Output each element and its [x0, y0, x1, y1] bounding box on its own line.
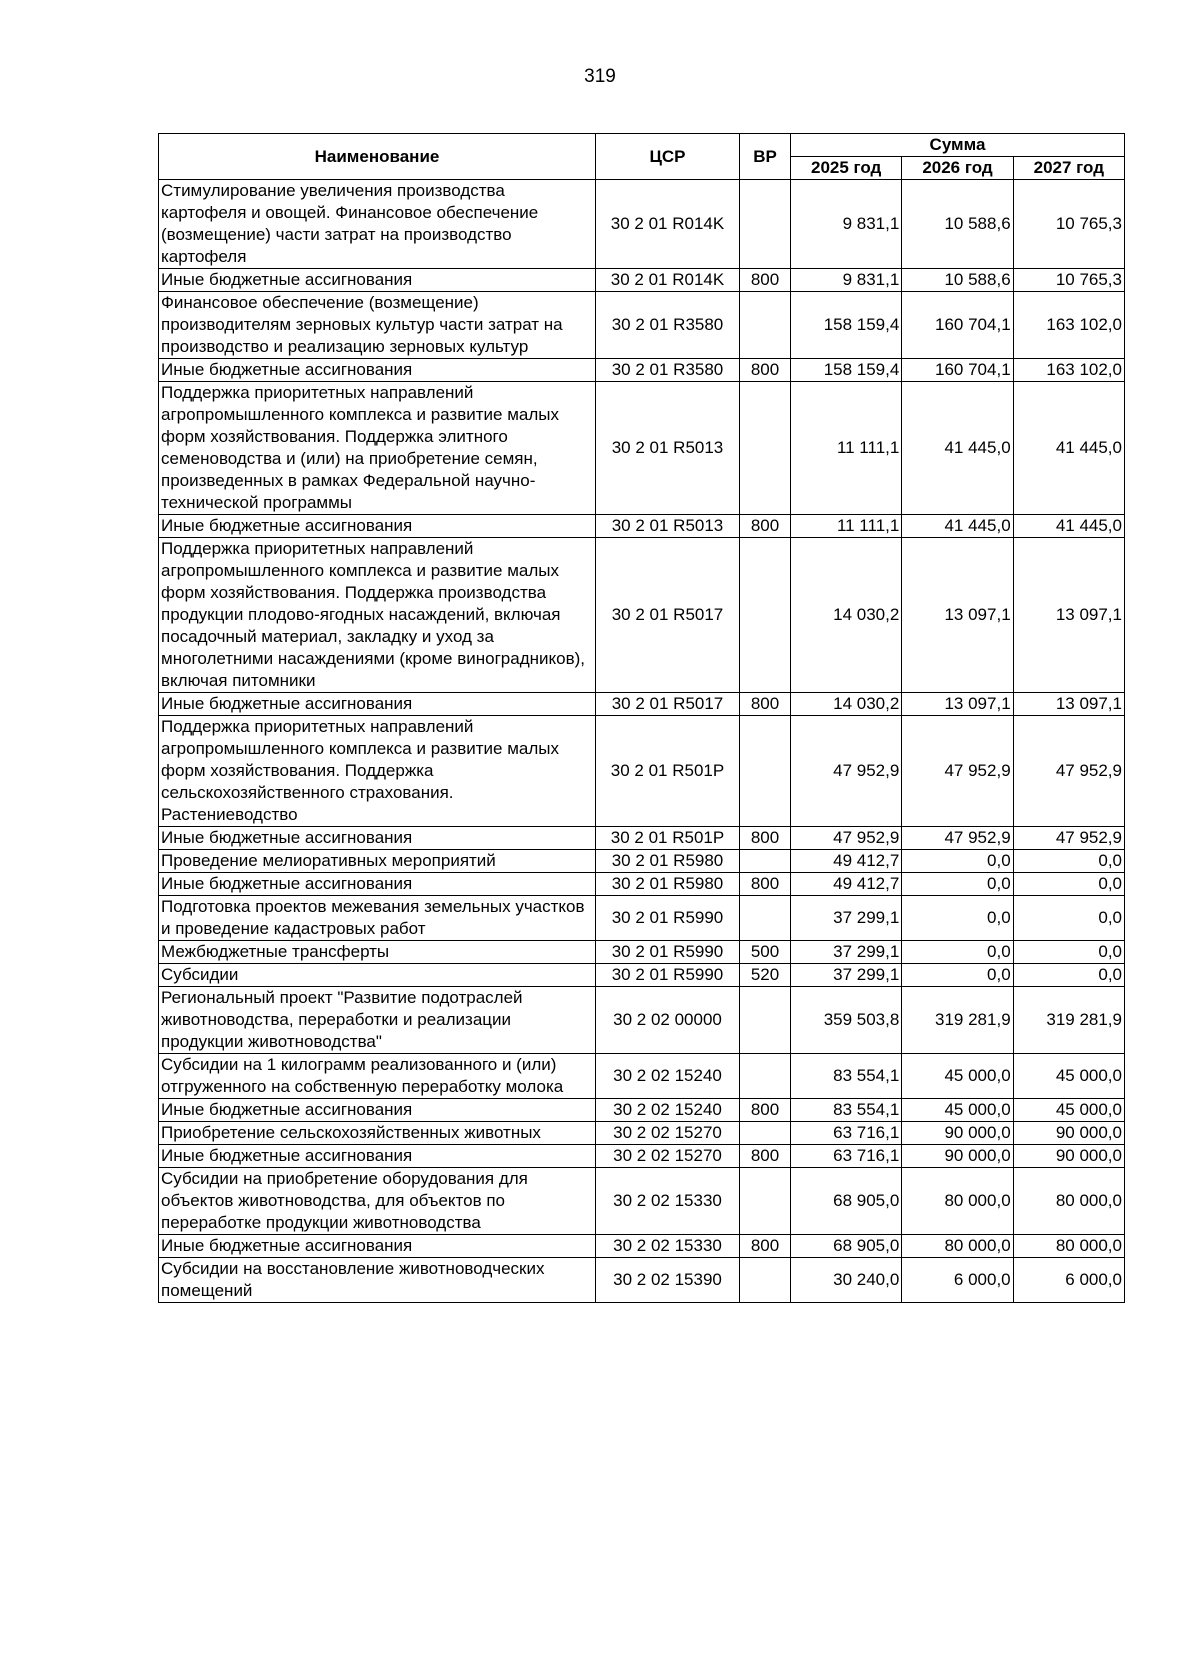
row-csr-cell: 30 2 01 R501P: [596, 827, 740, 850]
row-value-2026-cell: 160 704,1: [902, 292, 1013, 359]
row-value-2025-cell: 30 240,0: [791, 1258, 902, 1303]
row-name-cell: Субсидии на приобретение оборудования для объектов животноводства, для объектов по переработке продукции животноводства: [159, 1168, 596, 1235]
row-value-2026-cell: 41 445,0: [902, 515, 1013, 538]
table-row: [159, 292, 1125, 359]
row-value-2025-cell: 47 952,9: [791, 716, 902, 827]
row-value-2027-cell: 0,0: [1013, 941, 1124, 964]
row-value-2027-cell: 10 765,3: [1013, 180, 1124, 269]
row-value-2025-cell: 359 503,8: [791, 987, 902, 1054]
table-row: [159, 515, 1125, 538]
row-value-2025-cell: 9 831,1: [791, 180, 902, 269]
row-value-2027-cell: 41 445,0: [1013, 382, 1124, 515]
row-value-2026-cell: 45 000,0: [902, 1054, 1013, 1099]
row-value-2026-cell: 319 281,9: [902, 987, 1013, 1054]
row-vr-cell: 800: [740, 827, 791, 850]
row-csr-cell: 30 2 02 15240: [596, 1054, 740, 1099]
row-value-2025-cell: 68 905,0: [791, 1235, 902, 1258]
row-vr-cell: 800: [740, 873, 791, 896]
row-csr-cell: 30 2 01 R5017: [596, 693, 740, 716]
row-value-2026-cell: 47 952,9: [902, 827, 1013, 850]
row-value-2025-cell: 14 030,2: [791, 693, 902, 716]
row-vr-cell: 800: [740, 269, 791, 292]
table-row: [159, 827, 1125, 850]
row-csr-cell: 30 2 01 R5017: [596, 538, 740, 693]
row-value-2026-cell: 90 000,0: [902, 1122, 1013, 1145]
table-row: [159, 1258, 1125, 1303]
table-row: [159, 1122, 1125, 1145]
header-year-2026: 2026 год: [902, 157, 1013, 180]
row-csr-cell: 30 2 02 15330: [596, 1168, 740, 1235]
row-value-2026-cell: 0,0: [902, 964, 1013, 987]
row-vr-cell: [740, 987, 791, 1054]
row-value-2026-cell: 0,0: [902, 896, 1013, 941]
row-value-2025-cell: 49 412,7: [791, 873, 902, 896]
row-vr-cell: [740, 896, 791, 941]
table-row: [159, 964, 1125, 987]
row-csr-cell: 30 2 01 R5990: [596, 964, 740, 987]
row-csr-cell: 30 2 01 R014K: [596, 269, 740, 292]
row-name-cell: Иные бюджетные ассигнования: [159, 515, 596, 538]
row-value-2026-cell: 10 588,6: [902, 269, 1013, 292]
header-vr: ВР: [740, 134, 791, 180]
row-vr-cell: [740, 1054, 791, 1099]
row-vr-cell: 800: [740, 1099, 791, 1122]
row-value-2026-cell: 80 000,0: [902, 1168, 1013, 1235]
row-value-2025-cell: 68 905,0: [791, 1168, 902, 1235]
row-value-2026-cell: 47 952,9: [902, 716, 1013, 827]
table-body: [159, 180, 1125, 1303]
row-vr-cell: 800: [740, 359, 791, 382]
row-value-2027-cell: 0,0: [1013, 850, 1124, 873]
table-row: [159, 1145, 1125, 1168]
row-name-cell: Финансовое обеспечение (возмещение) производителям зерновых культур части затрат на производство и реализацию зерновых культур: [159, 292, 596, 359]
row-value-2026-cell: 10 588,6: [902, 180, 1013, 269]
row-value-2026-cell: 90 000,0: [902, 1145, 1013, 1168]
row-value-2026-cell: 80 000,0: [902, 1235, 1013, 1258]
row-value-2026-cell: 13 097,1: [902, 693, 1013, 716]
row-value-2026-cell: 0,0: [902, 850, 1013, 873]
row-value-2027-cell: 13 097,1: [1013, 538, 1124, 693]
row-value-2027-cell: 45 000,0: [1013, 1099, 1124, 1122]
row-name-cell: Стимулирование увеличения производства картофеля и овощей. Финансовое обеспечение (возмещение) части затрат на производство картофеля: [159, 180, 596, 269]
row-vr-cell: [740, 716, 791, 827]
row-value-2027-cell: 47 952,9: [1013, 716, 1124, 827]
row-value-2027-cell: 90 000,0: [1013, 1122, 1124, 1145]
row-vr-cell: [740, 1122, 791, 1145]
row-value-2027-cell: 47 952,9: [1013, 827, 1124, 850]
row-name-cell: Иные бюджетные ассигнования: [159, 269, 596, 292]
row-name-cell: Проведение мелиоративных мероприятий: [159, 850, 596, 873]
row-vr-cell: [740, 180, 791, 269]
row-value-2026-cell: 13 097,1: [902, 538, 1013, 693]
row-name-cell: Поддержка приоритетных направлений агропромышленного комплекса и развитие малых форм хозяйствования. Поддержка сельскохозяйственного страхования. Растениеводство: [159, 716, 596, 827]
row-value-2026-cell: 160 704,1: [902, 359, 1013, 382]
header-sum: Сумма: [791, 134, 1125, 157]
header-year-2025: 2025 год: [791, 157, 902, 180]
row-csr-cell: 30 2 01 R5990: [596, 941, 740, 964]
row-value-2027-cell: 6 000,0: [1013, 1258, 1124, 1303]
header-name: Наименование: [159, 134, 596, 180]
row-csr-cell: 30 2 01 R014K: [596, 180, 740, 269]
table-row: [159, 382, 1125, 515]
row-value-2025-cell: 158 159,4: [791, 359, 902, 382]
row-csr-cell: 30 2 01 R501P: [596, 716, 740, 827]
row-csr-cell: 30 2 01 R5980: [596, 873, 740, 896]
row-value-2027-cell: 10 765,3: [1013, 269, 1124, 292]
row-name-cell: Иные бюджетные ассигнования: [159, 1235, 596, 1258]
table-row: [159, 1168, 1125, 1235]
row-name-cell: Иные бюджетные ассигнования: [159, 693, 596, 716]
row-value-2026-cell: 0,0: [902, 941, 1013, 964]
table-row: [159, 716, 1125, 827]
row-value-2026-cell: 41 445,0: [902, 382, 1013, 515]
row-value-2025-cell: 63 716,1: [791, 1145, 902, 1168]
row-value-2027-cell: 163 102,0: [1013, 292, 1124, 359]
row-name-cell: Поддержка приоритетных направлений агропромышленного комплекса и развитие малых форм хозяйствования. Поддержка производства продукции плодово-ягодных насаждений, включая посадочный материал, закладку и уход за многолетними насаждениями (кроме виноградников), включая питомники: [159, 538, 596, 693]
row-csr-cell: 30 2 01 R5990: [596, 896, 740, 941]
row-name-cell: Субсидии на 1 килограмм реализованного и (или) отгруженного на собственную переработку молока: [159, 1054, 596, 1099]
table-row: [159, 180, 1125, 269]
row-vr-cell: [740, 1258, 791, 1303]
row-csr-cell: 30 2 02 15240: [596, 1099, 740, 1122]
row-csr-cell: 30 2 01 R3580: [596, 292, 740, 359]
row-csr-cell: 30 2 01 R5013: [596, 382, 740, 515]
header-csr: ЦСР: [596, 134, 740, 180]
header-year-2027: 2027 год: [1013, 157, 1124, 180]
row-vr-cell: [740, 1168, 791, 1235]
row-value-2027-cell: 41 445,0: [1013, 515, 1124, 538]
row-value-2025-cell: 9 831,1: [791, 269, 902, 292]
table-row: [159, 850, 1125, 873]
row-value-2025-cell: 47 952,9: [791, 827, 902, 850]
row-value-2027-cell: 45 000,0: [1013, 1054, 1124, 1099]
row-name-cell: Подготовка проектов межевания земельных участков и проведение кадастровых работ: [159, 896, 596, 941]
table-row: [159, 873, 1125, 896]
row-vr-cell: 500: [740, 941, 791, 964]
row-csr-cell: 30 2 01 R5980: [596, 850, 740, 873]
row-csr-cell: 30 2 02 15270: [596, 1145, 740, 1168]
row-vr-cell: [740, 538, 791, 693]
row-vr-cell: 800: [740, 693, 791, 716]
table-row: [159, 1054, 1125, 1099]
row-value-2027-cell: 0,0: [1013, 964, 1124, 987]
row-vr-cell: 800: [740, 1145, 791, 1168]
row-value-2027-cell: 0,0: [1013, 896, 1124, 941]
row-csr-cell: 30 2 02 15390: [596, 1258, 740, 1303]
row-value-2025-cell: 158 159,4: [791, 292, 902, 359]
table-row: [159, 1099, 1125, 1122]
row-csr-cell: 30 2 02 15330: [596, 1235, 740, 1258]
table-row: [159, 693, 1125, 716]
row-name-cell: Иные бюджетные ассигнования: [159, 873, 596, 896]
table-row: [159, 896, 1125, 941]
row-vr-cell: [740, 850, 791, 873]
row-value-2025-cell: 37 299,1: [791, 896, 902, 941]
table-row: [159, 538, 1125, 693]
table-row: [159, 269, 1125, 292]
row-vr-cell: 520: [740, 964, 791, 987]
budget-table: [158, 133, 1125, 1303]
row-value-2026-cell: 45 000,0: [902, 1099, 1013, 1122]
page-number: 319: [584, 66, 616, 87]
row-name-cell: Иные бюджетные ассигнования: [159, 1099, 596, 1122]
row-name-cell: Иные бюджетные ассигнования: [159, 827, 596, 850]
row-value-2025-cell: 14 030,2: [791, 538, 902, 693]
table-row: [159, 1235, 1125, 1258]
row-csr-cell: 30 2 01 R3580: [596, 359, 740, 382]
table-row: [159, 359, 1125, 382]
row-value-2025-cell: 83 554,1: [791, 1099, 902, 1122]
row-csr-cell: 30 2 01 R5013: [596, 515, 740, 538]
row-value-2025-cell: 11 111,1: [791, 515, 902, 538]
row-value-2027-cell: 90 000,0: [1013, 1145, 1124, 1168]
row-csr-cell: 30 2 02 15270: [596, 1122, 740, 1145]
row-name-cell: Субсидии: [159, 964, 596, 987]
table-row: [159, 987, 1125, 1054]
table-header: [159, 134, 1125, 180]
row-value-2025-cell: 37 299,1: [791, 964, 902, 987]
row-value-2027-cell: 0,0: [1013, 873, 1124, 896]
row-name-cell: Межбюджетные трансферты: [159, 941, 596, 964]
row-value-2027-cell: 319 281,9: [1013, 987, 1124, 1054]
row-value-2026-cell: 0,0: [902, 873, 1013, 896]
row-name-cell: Субсидии на восстановление животноводческих помещений: [159, 1258, 596, 1303]
row-name-cell: Приобретение сельскохозяйственных животных: [159, 1122, 596, 1145]
row-name-cell: Иные бюджетные ассигнования: [159, 1145, 596, 1168]
row-value-2027-cell: 80 000,0: [1013, 1235, 1124, 1258]
row-value-2025-cell: 37 299,1: [791, 941, 902, 964]
row-value-2027-cell: 163 102,0: [1013, 359, 1124, 382]
row-value-2026-cell: 6 000,0: [902, 1258, 1013, 1303]
row-value-2025-cell: 11 111,1: [791, 382, 902, 515]
row-value-2027-cell: 80 000,0: [1013, 1168, 1124, 1235]
row-value-2025-cell: 63 716,1: [791, 1122, 902, 1145]
row-value-2027-cell: 13 097,1: [1013, 693, 1124, 716]
row-vr-cell: 800: [740, 515, 791, 538]
row-value-2025-cell: 83 554,1: [791, 1054, 902, 1099]
table-row: [159, 941, 1125, 964]
row-vr-cell: [740, 382, 791, 515]
row-name-cell: Поддержка приоритетных направлений агропромышленного комплекса и развитие малых форм хозяйствования. Поддержка элитного семеноводства и (или) на приобретение семян, произведенных в рамках Федеральной научно-технической программы: [159, 382, 596, 515]
row-name-cell: Региональный проект "Развитие подотраслей животноводства, переработки и реализации продукции животноводства": [159, 987, 596, 1054]
row-vr-cell: 800: [740, 1235, 791, 1258]
row-vr-cell: [740, 292, 791, 359]
row-csr-cell: 30 2 02 00000: [596, 987, 740, 1054]
row-value-2025-cell: 49 412,7: [791, 850, 902, 873]
row-name-cell: Иные бюджетные ассигнования: [159, 359, 596, 382]
